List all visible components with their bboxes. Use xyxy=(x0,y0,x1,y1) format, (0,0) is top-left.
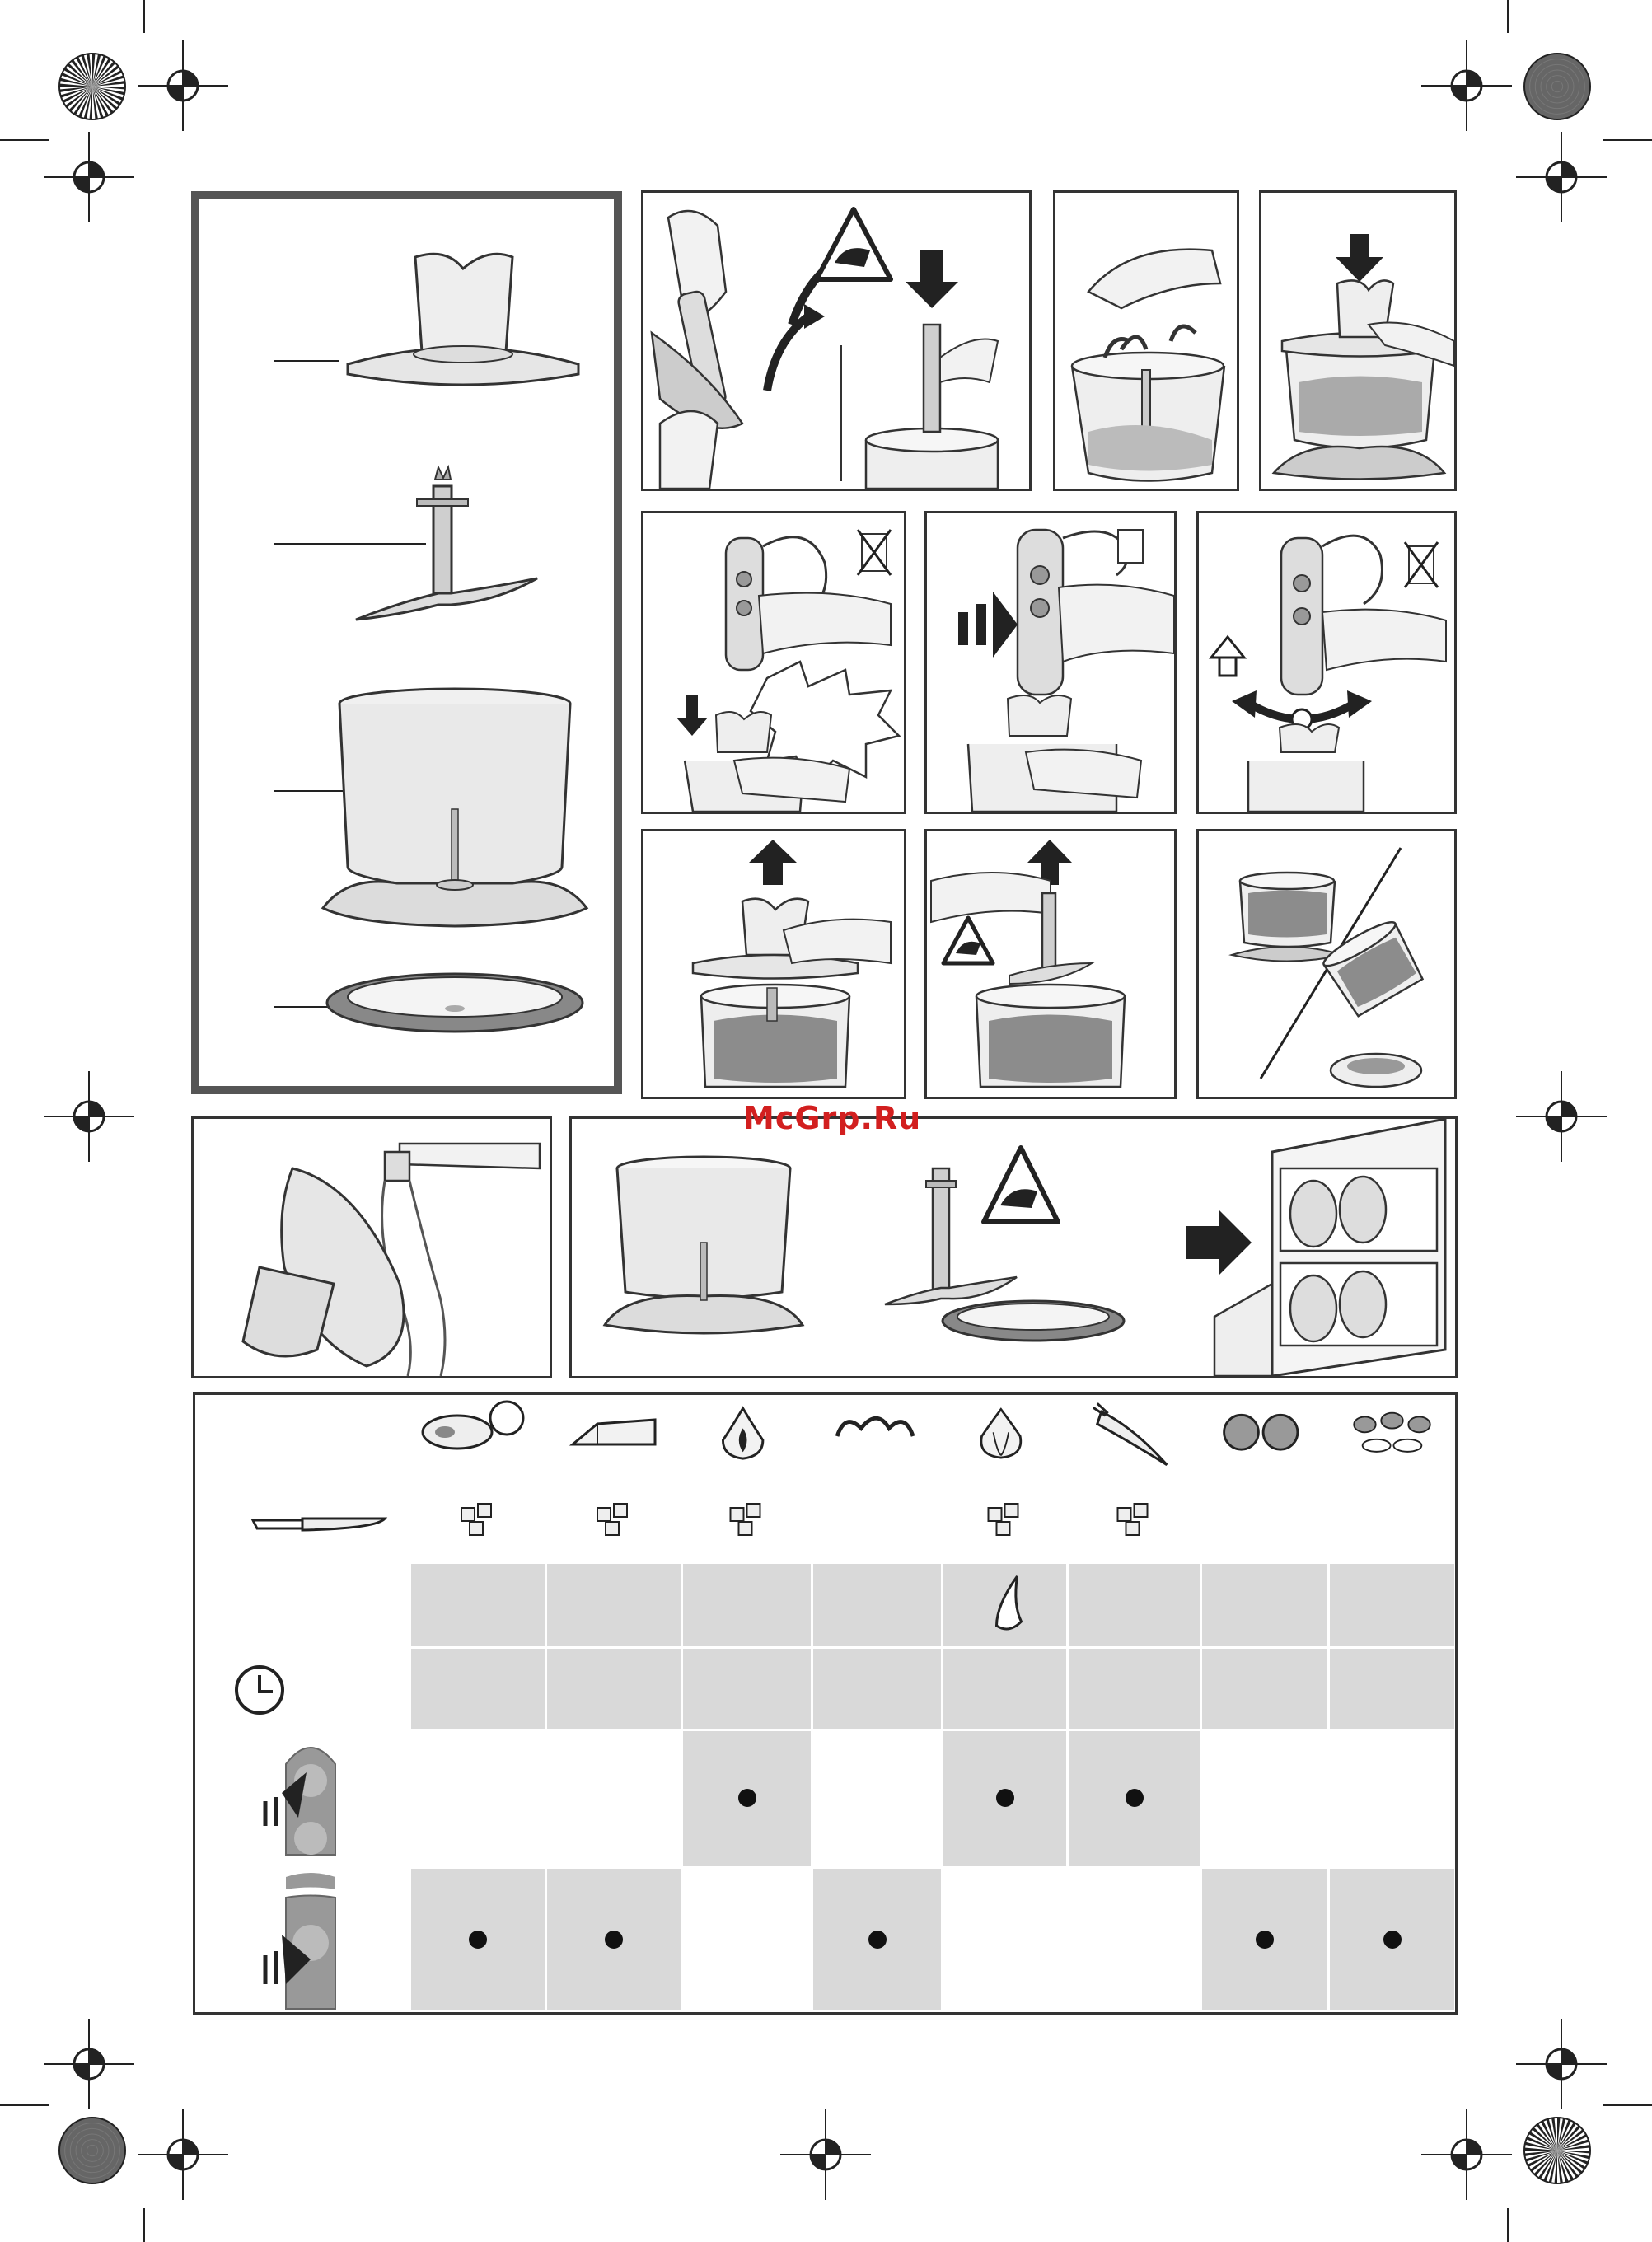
cut-cell xyxy=(1069,1479,1200,1564)
speed-cell xyxy=(683,1869,811,2010)
carrot-icon xyxy=(1069,1395,1200,1477)
almonds-icon xyxy=(1330,1395,1454,1477)
food-header-cell xyxy=(411,1395,545,1479)
time-cell xyxy=(411,1649,545,1729)
cleaning-rinse-lid xyxy=(191,1116,552,1378)
quantity-cell xyxy=(683,1564,811,1646)
sharp-blade-warning-icon xyxy=(817,209,891,279)
registration-crosshair-icon xyxy=(1516,132,1607,222)
turbo-cell xyxy=(813,1731,941,1866)
processing-table xyxy=(193,1392,1458,2015)
time-row-label xyxy=(195,1649,409,1731)
parts-overview-panel xyxy=(191,191,622,1094)
speed-cell xyxy=(1069,1869,1200,2010)
food-header-cell xyxy=(1069,1395,1200,1479)
time-cell xyxy=(943,1649,1066,1729)
onion-icon xyxy=(683,1395,811,1477)
registration-crosshair-icon xyxy=(1516,2019,1607,2109)
step-press-switch xyxy=(924,511,1177,814)
time-cell xyxy=(547,1649,681,1729)
food-header-cell xyxy=(813,1395,941,1479)
food-header-cell xyxy=(683,1395,811,1479)
sharp-blade-warning-icon xyxy=(943,918,993,963)
selected-dot xyxy=(996,1789,1014,1807)
attach-motor-icon xyxy=(676,530,899,812)
cut-cell xyxy=(411,1479,545,1564)
turbo-cell xyxy=(1330,1731,1454,1866)
registration-crosshair-icon xyxy=(1421,40,1512,131)
selected-dot xyxy=(1126,1789,1144,1807)
cut-cell xyxy=(1202,1479,1327,1564)
step-attach-motor xyxy=(641,511,906,814)
cleaning-dishwasher xyxy=(569,1116,1458,1378)
turbo-cell xyxy=(1069,1731,1200,1866)
registration-starburst-icon xyxy=(59,54,125,119)
selected-dot xyxy=(469,1931,487,1949)
cut-cell xyxy=(813,1479,941,1564)
turbo-cell xyxy=(683,1731,811,1866)
step-place-lid xyxy=(1259,190,1457,491)
registration-crosshair-icon xyxy=(44,132,134,222)
selected-dot xyxy=(605,1931,623,1949)
variable-speed-button-icon xyxy=(195,1869,409,2012)
cut-pieces-icon xyxy=(1069,1479,1200,1561)
time-cell xyxy=(1069,1649,1200,1729)
registration-crosshair-icon xyxy=(138,40,228,131)
empty-bowl-icon xyxy=(1232,848,1426,1087)
turbo-cell xyxy=(1202,1731,1327,1866)
cut-cell xyxy=(547,1479,681,1564)
detach-motor-icon xyxy=(1211,536,1446,812)
quantity-cell xyxy=(411,1564,545,1646)
cut-cell xyxy=(683,1479,811,1564)
speed-row-label xyxy=(195,1869,409,2012)
speed-cell xyxy=(547,1869,681,2010)
registration-crosshair-icon xyxy=(44,1071,134,1162)
watermark: McGrp.Ru xyxy=(743,1100,922,1136)
registration-starburst-icon xyxy=(1524,2118,1590,2183)
place-lid-icon xyxy=(1274,234,1454,480)
registration-crosshair-icon xyxy=(1516,1071,1607,1162)
time-cell xyxy=(813,1649,941,1729)
registration-gray-disk-icon xyxy=(1524,54,1590,119)
meat-icon xyxy=(411,1395,545,1477)
turbo-row-label xyxy=(195,1731,409,1869)
anti-slip-base-icon xyxy=(274,974,583,1032)
garlic-clove-icon xyxy=(943,1564,1066,1646)
quantity-cell xyxy=(547,1564,681,1646)
speed-cell xyxy=(943,1869,1066,2010)
header-empty-cell xyxy=(195,1395,409,1479)
registration-crosshair-icon xyxy=(138,2109,228,2200)
garlic-icon xyxy=(943,1395,1066,1477)
food-header-cell xyxy=(1330,1395,1454,1479)
knife-row-label xyxy=(195,1479,409,1564)
quantity-cell xyxy=(1202,1564,1327,1646)
registration-crosshair-icon xyxy=(44,2019,134,2109)
speed-cell xyxy=(1202,1869,1327,2010)
remove-blade-cover-icon xyxy=(652,211,998,489)
cut-pieces-icon xyxy=(411,1479,545,1561)
quantity-row-label xyxy=(195,1564,409,1649)
cut-cell xyxy=(1330,1479,1454,1564)
chopper-bowl-icon xyxy=(274,689,587,926)
clock-icon xyxy=(195,1649,409,1731)
selected-dot xyxy=(1383,1931,1402,1949)
rinse-lid-under-tap-icon xyxy=(243,1144,540,1376)
add-food-icon xyxy=(1072,250,1224,481)
food-header-cell xyxy=(943,1395,1066,1479)
time-cell xyxy=(1202,1649,1327,1729)
step-detach-motor xyxy=(1196,511,1457,814)
registration-gray-disk-icon xyxy=(59,2118,125,2183)
step-empty-bowl xyxy=(1196,829,1457,1099)
step-remove-lid xyxy=(641,829,906,1099)
step-remove-blade-cover xyxy=(641,190,1032,491)
cut-pieces-icon xyxy=(683,1479,811,1561)
chopper-lid-icon xyxy=(274,254,578,385)
selected-dot xyxy=(738,1789,756,1807)
walnuts-icon xyxy=(1202,1395,1327,1477)
cheese-icon xyxy=(547,1395,681,1477)
step-remove-blade xyxy=(924,829,1177,1099)
quantity-cell xyxy=(1069,1564,1200,1646)
remove-lid-icon xyxy=(693,840,891,1087)
turbo-cell xyxy=(411,1731,545,1866)
food-header-cell xyxy=(1202,1395,1327,1479)
chopper-blade-icon xyxy=(274,467,537,620)
step-add-food xyxy=(1053,190,1239,491)
turbo-button-icon xyxy=(195,1731,409,1869)
herbs-icon xyxy=(813,1395,941,1477)
knife-icon xyxy=(195,1479,409,1564)
quantity-cell xyxy=(813,1564,941,1646)
time-cell xyxy=(1330,1649,1454,1729)
press-switch-icon xyxy=(958,530,1174,812)
cut-cell xyxy=(943,1479,1066,1564)
speed-cell xyxy=(813,1869,941,2010)
quantity-cell xyxy=(1330,1564,1454,1646)
quantity-cell xyxy=(943,1564,1066,1646)
food-header-cell xyxy=(547,1395,681,1479)
sharp-blade-warning-icon xyxy=(984,1148,1058,1222)
turbo-cell xyxy=(547,1731,681,1866)
selected-dot xyxy=(1256,1931,1274,1949)
cut-pieces-icon xyxy=(943,1479,1066,1561)
speed-cell xyxy=(411,1869,545,2010)
cut-pieces-icon xyxy=(547,1479,681,1561)
selected-dot xyxy=(868,1931,887,1949)
time-cell xyxy=(683,1649,811,1729)
registration-crosshair-icon xyxy=(1421,2109,1512,2200)
registration-crosshair-icon xyxy=(780,2109,871,2200)
speed-cell xyxy=(1330,1869,1454,2010)
turbo-cell xyxy=(943,1731,1066,1866)
